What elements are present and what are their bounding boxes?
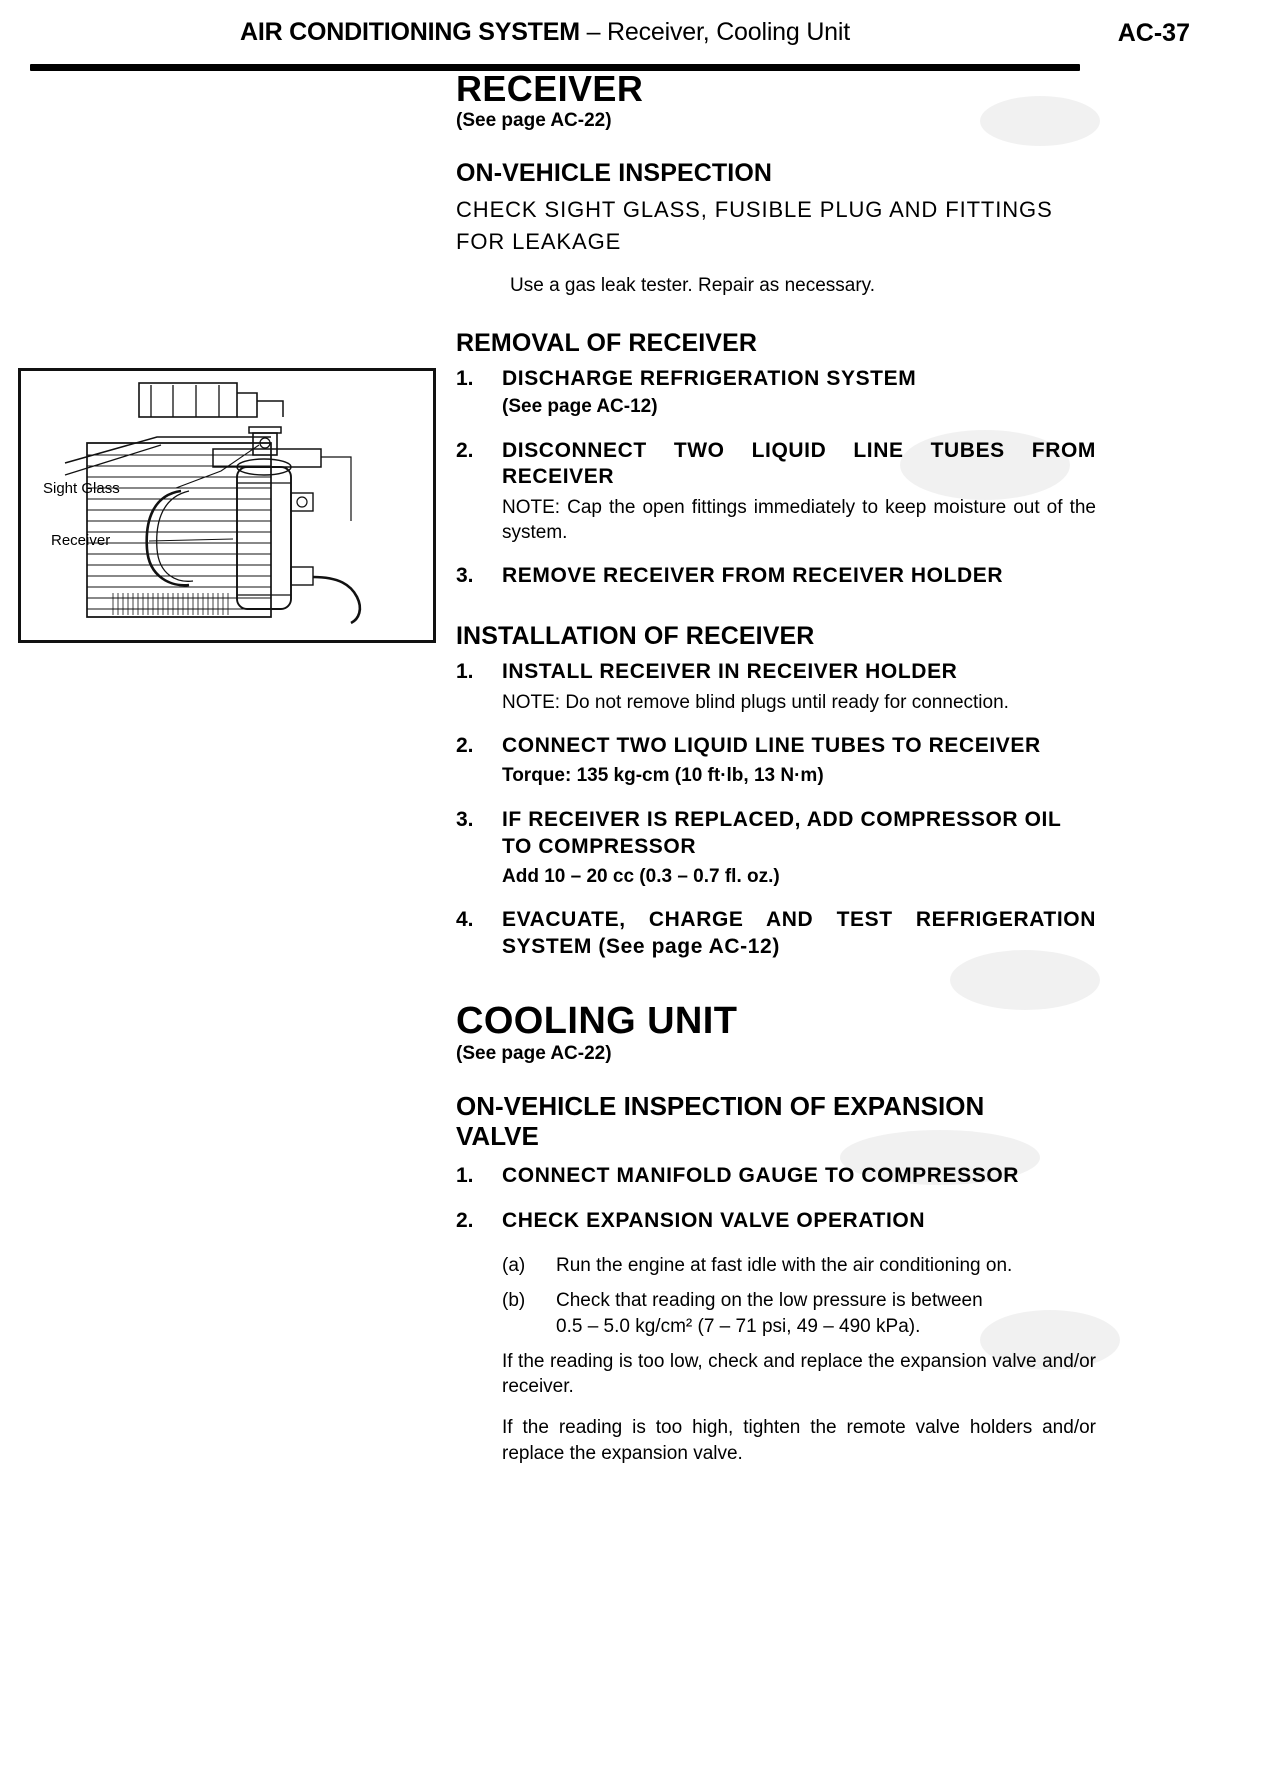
receiver-inspection-body: Use a gas leak tester. Repair as necessary. [510,275,876,297]
installation-step-4 [456,907,1096,961]
cooling-unit-substeps [502,1253,1096,1466]
removal-step-2 [456,438,1096,546]
step-heading: REMOVE RECEIVER FROM RECEIVER HOLDER [502,564,1004,588]
receiver-diagram-svg [21,371,433,640]
removal-heading: REMOVAL OF RECEIVER [456,328,758,357]
receiver-see-ref: (See page AC-22) [456,110,612,132]
step-heading: IF RECEIVER IS REPLACED, ADD COMPRESSOR OIL TO COMPRESSOR [502,807,1062,858]
header-title-system: AIR CONDITIONING SYSTEM [239,18,580,46]
installation-step-3 [456,807,1096,889]
step-heading: CONNECT MANIFOLD GAUGE TO COMPRESSOR [502,1164,1020,1188]
receiver-title: RECEIVER [456,68,644,109]
trailing-paragraph-high: If the reading is too high, tighten the remote valve holders and/or replace the expansion valve. [502,1417,1096,1464]
step-heading: EVACUATE, CHARGE AND TEST REFRIGERATION SYSTEM (See page AC-12) [502,908,1096,959]
substep-b [502,1288,1096,1339]
step-heading: INSTALL RECEIVER IN RECEIVER HOLDER [502,660,958,684]
header-title-dash: – [579,18,608,46]
substep-a [502,1253,1096,1278]
substep-text: Run the engine at fast idle with the air conditioning on. [556,1255,1013,1277]
step-note: NOTE: Cap the open fittings immediately to keep moisture out of the system. [502,497,1096,544]
substep-letter: (b) [502,1290,526,1312]
step-number: 2. [456,734,474,758]
cooling-unit-see-ref: (See page AC-22) [456,1043,612,1065]
step-number: 1. [456,1164,474,1188]
cooling-unit-step-2 [456,1208,1096,1235]
content-column [456,70,1096,1482]
installation-step-2 [456,733,1096,789]
removal-step-1 [456,366,1096,420]
step-number: 2. [456,1209,474,1233]
trailing-paragraph-low: If the reading is too low, check and replace the expansion valve and/or receiver. [502,1350,1096,1398]
substep-letter: (a) [502,1255,526,1277]
removal-step-3 [456,563,1096,590]
step-heading: CONNECT TWO LIQUID LINE TUBES TO RECEIVER [502,734,1041,758]
step-heading: DISCHARGE REFRIGERATION SYSTEM [502,366,917,390]
step-number: 4. [456,908,474,932]
figure-label-sight-glass: Sight Glass [43,480,120,497]
cooling-unit-inspection-heading-line2: VALVE [456,1120,539,1151]
header-title [0,18,1090,47]
step-heading: CHECK EXPANSION VALVE OPERATION [502,1209,926,1233]
torque-spec: Torque: 135 kg-cm (10 ft·lb, 13 N·m) [502,765,824,787]
substep-text: Check that reading on the low pressure is between [556,1290,983,1312]
figure-label-receiver: Receiver [51,532,111,549]
cooling-unit-inspection-heading-line1: ON-VEHICLE INSPECTION OF EXPANSION [456,1091,985,1122]
step-number: 1. [456,366,474,390]
step-see-ref: (See page AC-12) [502,395,658,417]
step-number: 1. [456,660,474,684]
installation-step-1 [456,659,1096,715]
step-heading: DISCONNECT TWO LIQUID LINE TUBES FROM RECEIVER [502,438,1096,489]
receiver-inspection-subhead-line2: FOR LEAKAGE [456,229,622,255]
page-header [0,18,1280,66]
header-title-subject: Receiver, Cooling Unit [607,18,850,46]
page-number: AC-37 [1117,19,1190,47]
receiver-inspection-subhead-line1: CHECK SIGHT GLASS, FUSIBLE PLUG AND FITTINGS [456,196,1053,222]
installation-heading: INSTALLATION OF RECEIVER [456,622,815,651]
cooling-unit-title: COOLING UNIT [456,1000,738,1042]
pressure-spec: 0.5 – 5.0 kg/cm² (7 – 71 psi, 49 – 490 kPa). [556,1315,921,1337]
step-note: NOTE: Do not remove blind plugs until ready for connection. [502,692,1009,714]
step-number: 3. [456,807,474,831]
receiver-inspection-heading: ON-VEHICLE INSPECTION [456,158,773,187]
step-number: 3. [456,564,474,588]
receiver-illustration [18,368,436,643]
step-number: 2. [456,438,474,462]
cooling-unit-step-1 [456,1163,1096,1190]
oil-amount-spec: Add 10 – 20 cc (0.3 – 0.7 fl. oz.) [502,865,780,887]
